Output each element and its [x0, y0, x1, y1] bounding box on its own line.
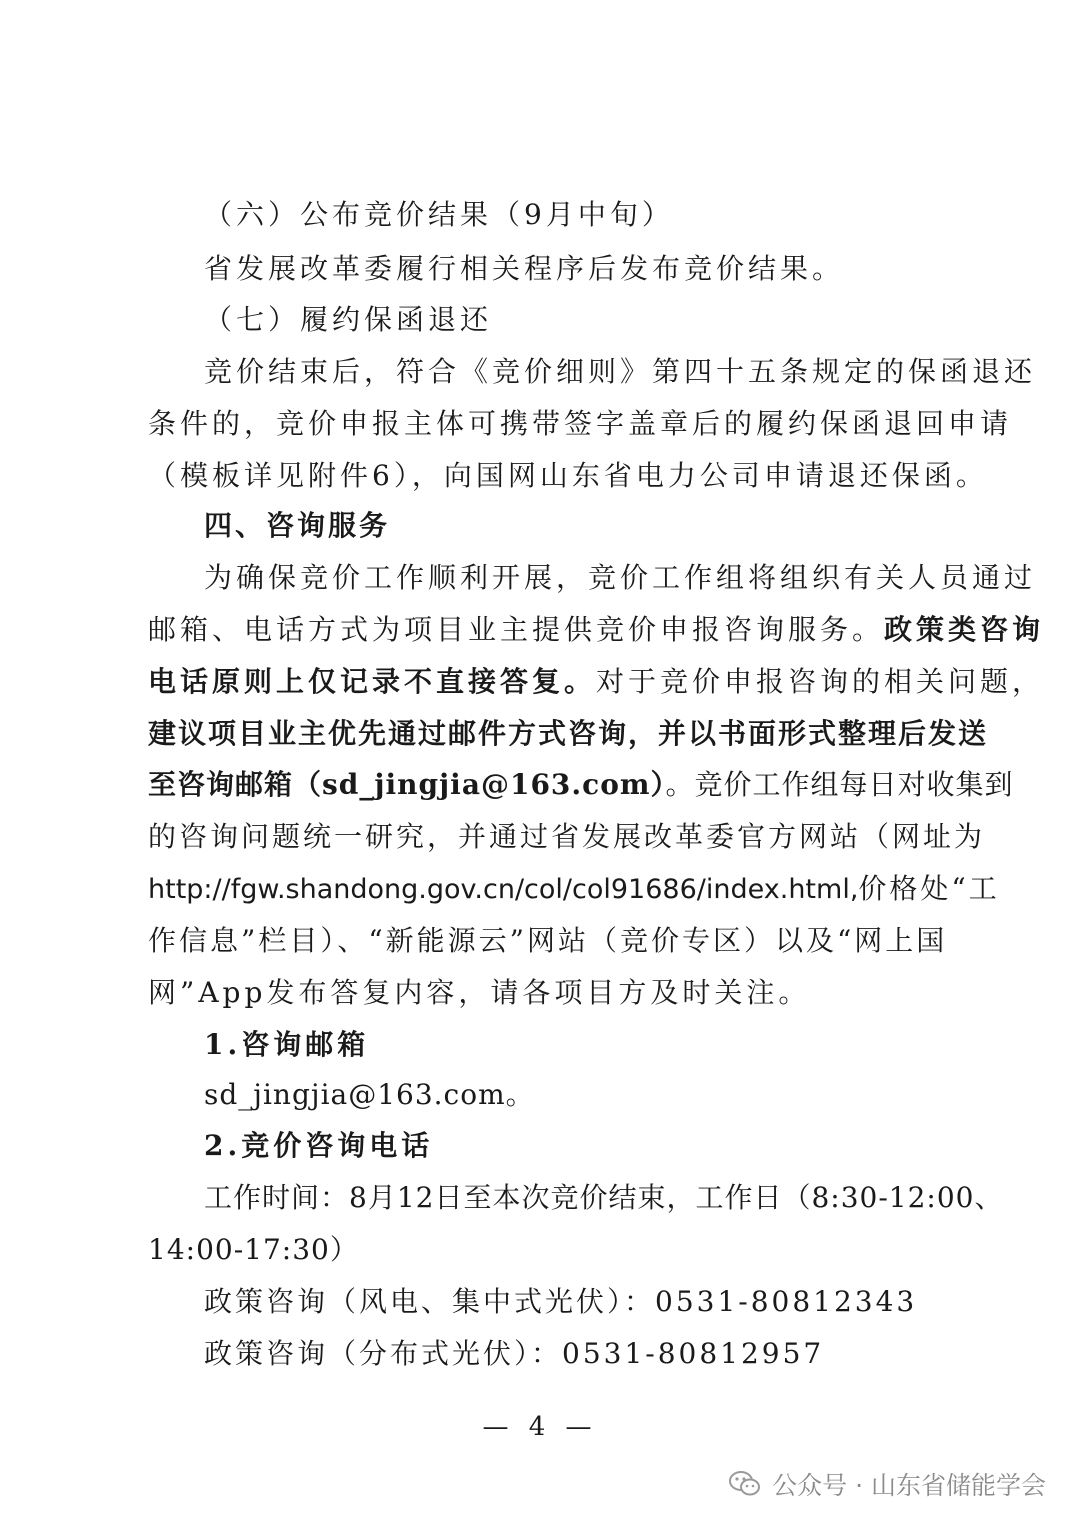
- watermark-text: 公众号 · 山东省储能学会: [772, 1471, 1046, 1500]
- text-run: 。竞价工作组每日对收集到: [665, 768, 1014, 801]
- bold-paragraph-line: 建议项目业主优先通过邮件方式咨询，并以书面形式整理后发送: [148, 717, 989, 750]
- text-run: 对于竞价申报咨询的相关问题，: [596, 665, 1045, 698]
- paragraph-line: 竞价结束后，符合《竞价细则》第四十五条规定的保函退还: [204, 355, 1037, 388]
- wechat-icon: [728, 1469, 762, 1499]
- text-run: 价格处“工: [858, 872, 1000, 905]
- paragraph-line: 作信息”栏目）、“新能源云”网站（竞价专区）以及“网上国: [148, 924, 948, 957]
- text-run: 邮箱、电话方式为项目业主提供竞价申报咨询服务。: [148, 613, 885, 646]
- paragraph-line: 为确保竞价工作顺利开展，竞价工作组将组织有关人员通过: [204, 561, 1037, 594]
- phone-line-wind-solar: 政策咨询（风电、集中式光伏）：0531-80812343: [204, 1285, 918, 1318]
- website-url[interactable]: http://fgw.shandong.gov.cn/col/col91686/index.html,: [148, 874, 859, 905]
- section-7-heading: （七）履约保函退还: [204, 303, 493, 336]
- phone-line-distributed-pv: 政策咨询（分布式光伏）：0531-80812957: [204, 1337, 825, 1370]
- working-hours-line: 14:00-17:30）: [148, 1233, 359, 1266]
- paragraph-line: 条件的，竞价申报主体可携带签字盖章后的履约保函退回申请: [148, 407, 1013, 440]
- subheading-email: 1.咨询邮箱: [204, 1028, 370, 1061]
- email-address[interactable]: sd_jingjia@163.com。: [204, 1078, 535, 1111]
- paragraph-line: 网”App发布答复内容，请各项目方及时关注。: [148, 976, 811, 1009]
- working-hours-line: 工作时间：8月12日至本次竞价结束，工作日（8:30-12:00、: [204, 1181, 1004, 1214]
- paragraph-line: [148, 768, 1014, 802]
- paragraph-line: [148, 665, 1045, 699]
- paragraph-line: （模板详见附件6），向国网山东省电力公司申请退还保函。: [148, 459, 988, 492]
- section-4-title: 四、咨询服务: [204, 509, 391, 542]
- bold-text-run: 政策类咨询: [884, 613, 1045, 646]
- watermark: [728, 1466, 1046, 1502]
- bold-email-run: 至咨询邮箱（sd_jingjia@163.com）: [148, 768, 666, 801]
- page-number: — 4 —: [482, 1412, 598, 1442]
- paragraph-line: 省发展改革委履行相关程序后发布竞价结果。: [204, 252, 845, 285]
- paragraph-line: [148, 872, 1000, 907]
- section-6-heading: （六）公布竞价结果（9月中旬）: [204, 198, 674, 231]
- paragraph-line: 的咨询问题统一研究，并通过省发展改革委官方网站（网址为: [148, 820, 986, 853]
- bold-text-run: 电话原则上仅记录不直接答复。: [148, 665, 597, 698]
- subheading-phone: 2.竞价咨询电话: [204, 1129, 434, 1162]
- paragraph-line: [148, 613, 1045, 647]
